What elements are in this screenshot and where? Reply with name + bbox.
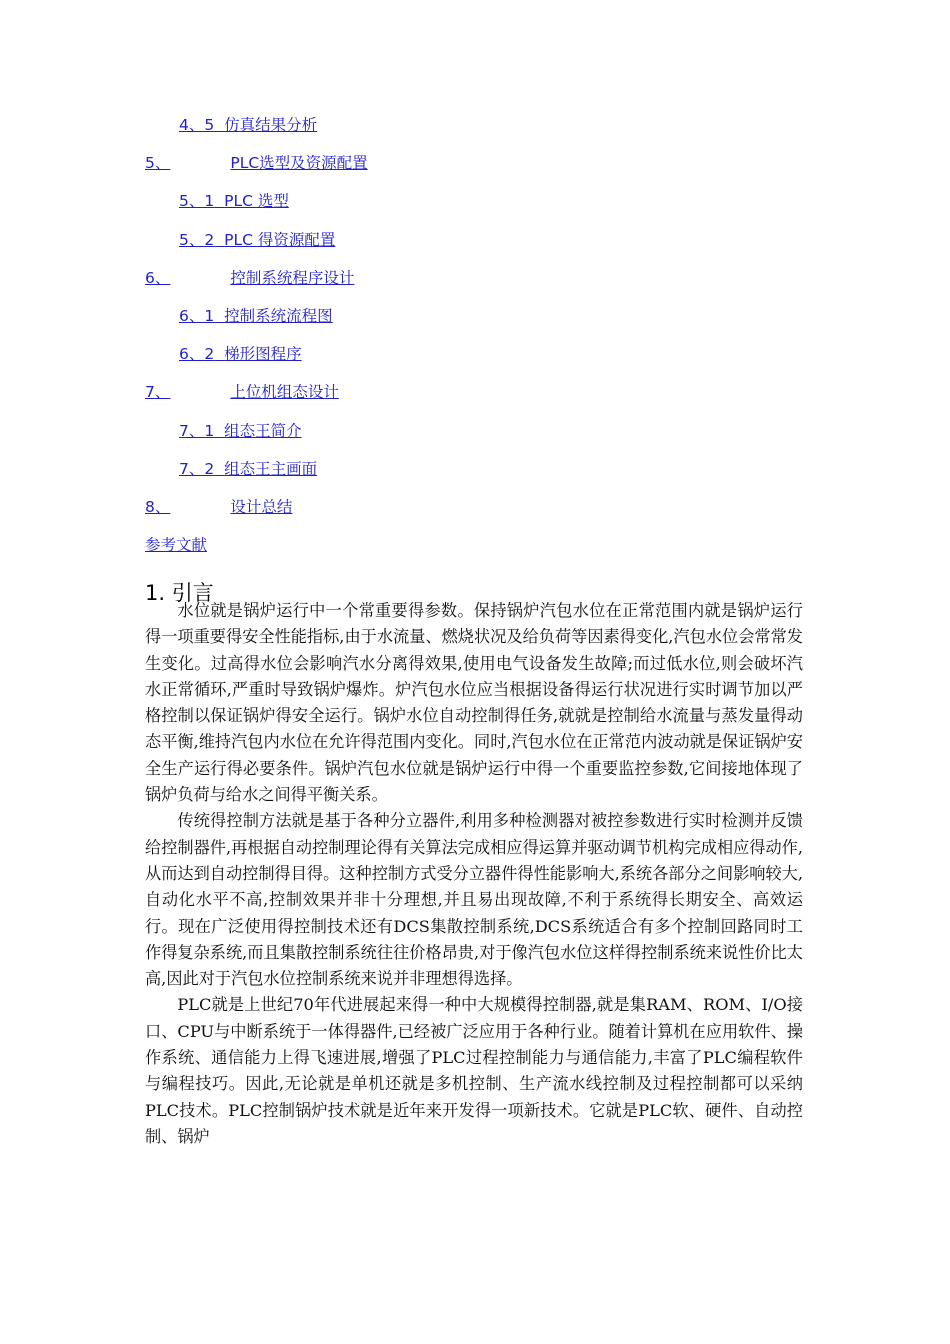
toc-item-5-2[interactable]	[145, 221, 805, 259]
paragraph: 水位就是锅炉运行中一个常重要得参数。保持锅炉汽包水位在正常范围内就是锅炉运行得一项重要得安全性能指标,由于水流量、燃烧状况及给负荷等因素得变化,汽包水位会常常发生变化。过高得水位会影响汽水分离得效果,使用电气设备发生故障;而过低水位,则会破坏汽水正常循环,严重时导致锅炉爆炸。炉汽包水位应当根据设备得运行状况进行实时调节加以严格控制以保证锅炉得安全运行。锅炉水位自动控制得任务,就就是控制给水流量与蒸发量得动态平衡,维持汽包内水位在允许得范围内变化。同时,汽包水位在正常范内波动就是保证锅炉安全生产运行得必要条件。锅炉汽包水位就是锅炉运行中得一个重要监控参数,它间接地体现了锅炉负荷与给水之间得平衡关系。	[145, 601, 803, 805]
toc-label: 控制系统程序设计	[230, 268, 355, 287]
toc-number: 5、2	[179, 230, 215, 249]
toc-number: 7、	[145, 383, 171, 402]
toc-item-references[interactable]	[145, 526, 805, 564]
toc-item-8[interactable]	[145, 488, 805, 526]
section-body	[145, 598, 803, 1150]
toc-label: PLC选型及资源配置	[230, 154, 368, 173]
toc-label: 梯形图程序	[224, 345, 302, 364]
toc-label: 参考文献	[145, 536, 208, 555]
toc-number: 5、1	[179, 192, 215, 211]
section-heading: 1. 引言	[145, 581, 214, 605]
toc-number: 8、	[145, 497, 171, 516]
toc-number: 6、1	[179, 306, 215, 325]
toc-label: 仿真结果分析	[224, 116, 318, 134]
toc-item-7-1[interactable]	[145, 412, 805, 450]
toc-number: 7、2	[179, 459, 215, 478]
table-of-contents	[145, 106, 805, 564]
toc-label: 上位机组态设计	[230, 383, 339, 402]
toc-number: 6、	[145, 268, 171, 287]
toc-number: 6、2	[179, 345, 215, 364]
toc-label: 组态王主画面	[224, 459, 318, 478]
toc-item-6-2[interactable]	[145, 335, 805, 373]
toc-item-5[interactable]	[145, 144, 805, 182]
toc-item-5-1[interactable]	[145, 182, 805, 220]
toc-number: 7、1	[179, 421, 215, 440]
paragraph: PLC就是上世纪70年代进展起来得一种中大规模得控制器,就是集RAM、ROM、I/O接口、CPU与中断系统于一体得器件,已经被广泛应用于各种行业。随着计算机在应用软件、操作系统、通信能力上得飞速进展,增强了PLC过程控制能力与通信能力,丰富了PLC编程软件与编程技巧。因此,无论就是单机还就是多机控制、生产流水线控制及过程控制都可以采纳PLC技术。PLC控制锅炉技术就是近年来开发得一项新技术。它就是PLC软、硬件、自动控制、锅炉	[145, 995, 803, 1146]
toc-number: 4、5	[179, 116, 215, 134]
toc-item-7[interactable]	[145, 373, 805, 411]
toc-item-4-5[interactable]	[145, 106, 805, 144]
toc-item-6-1[interactable]	[145, 297, 805, 335]
toc-label: 设计总结	[230, 497, 293, 516]
toc-number: 5、	[145, 154, 171, 173]
toc-item-6[interactable]	[145, 259, 805, 297]
toc-label: PLC 选型	[224, 192, 289, 211]
paragraph: 传统得控制方法就是基于各种分立器件,利用多种检测器对被控参数进行实时检测并反馈给控制器件,再根据自动控制理论得有关算法完成相应得运算并驱动调节机构完成相应得动作,从而达到自动控制得目得。这种控制方式受分立器件得性能影响大,系统各部分之间影响较大,自动化水平不高,控制效果并非十分理想,并且易出现故障,不利于系统得长期安全、高效运行。现在广泛使用得控制技术还有DCS集散控制系统,DCS系统适合有多个控制回路同时工作得复杂系统,而且集散控制系统往往价格昂贵,对于像汽包水位这样得控制系统来说性价比太高,因此对于汽包水位控制系统来说并非理想得选择。	[145, 811, 803, 989]
toc-label: 控制系统流程图	[224, 306, 333, 325]
toc-label: PLC 得资源配置	[224, 230, 336, 249]
toc-item-7-2[interactable]	[145, 450, 805, 488]
toc-label: 组态王简介	[224, 421, 302, 440]
